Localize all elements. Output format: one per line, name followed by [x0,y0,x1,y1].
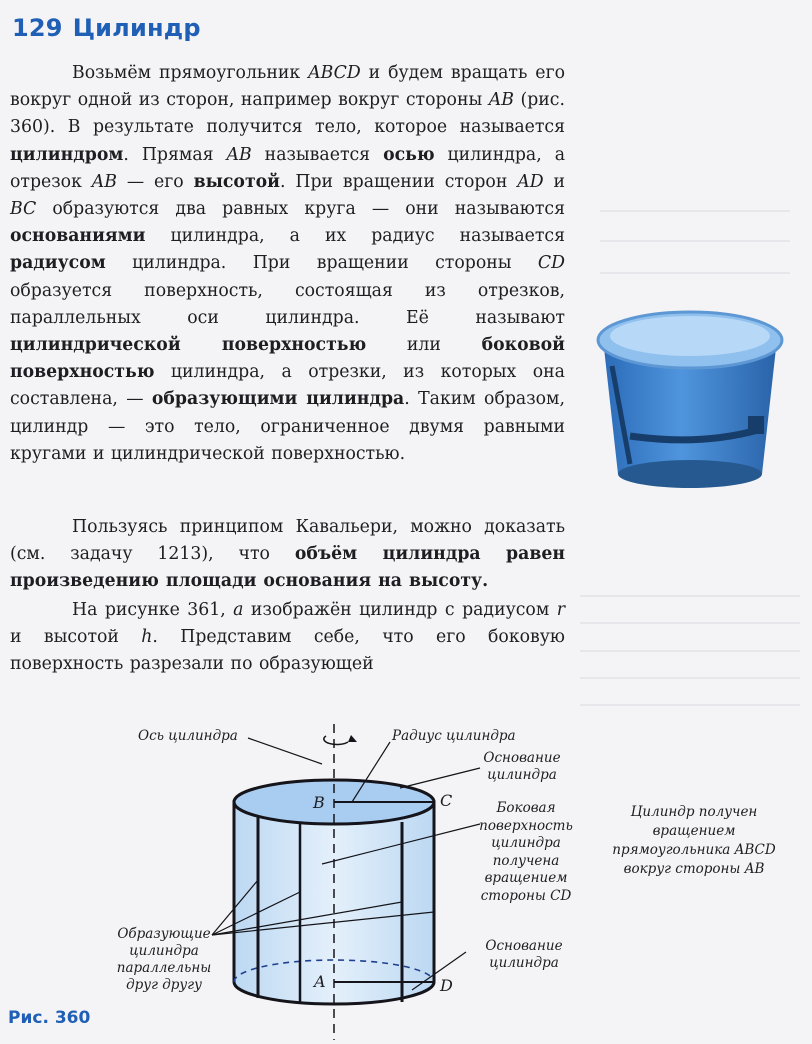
label-lateral-surface: Боковая поверхность цилиндра получена вращением стороны CD [479,800,573,904]
cylinder-diagram [0,720,812,1044]
point-c: C [440,791,453,810]
rotation-arrow-icon [324,735,357,744]
figure-caption: Рис. 360 [8,1008,91,1028]
paragraph-figure-361: На рисунке 361, а изображён цилиндр с радиусом r и высотой h. Представим себе, что его боковую поверхность разрезали по образующей [10,600,565,675]
point-a: A [314,972,326,991]
section-title: Цилиндр [72,14,201,42]
label-axis: Ось цилиндра [138,728,238,744]
label-generators: Образующие цилиндра параллельны друг другу [116,926,212,993]
paragraph-cavalieri: Пользуясь принципом Кавальери, можно доказать (см. задачу 1213), что объём цилиндра равен произведению площади основания на высоту. [10,517,565,592]
point-b: B [313,793,325,812]
bucket-photo [590,296,790,496]
label-radius: Радиус цилиндра [392,728,516,744]
figure-note: Цилиндр получен вращением прямоугольника ABCD вокруг стороны AB [612,804,776,877]
label-base-top: Основание цилиндра [483,750,561,783]
section-number: 129 [12,14,63,42]
section-header [12,14,201,42]
point-d: D [440,976,453,995]
label-base-bottom: Основание цилиндра [485,938,563,971]
paragraph-definition: Возьмём прямоугольник ABCD и будем вращать его вокруг одной из сторон, например вокруг стороны AB (рис. 360). В результате получится тело, которое называется цилиндром. Прямая AB называется осью цилиндра, а отрезок AB — его высотой. При вращении сторон AD и BC образуются два равных круга — они называются основаниями цилиндра, а их радиус называется радиусом цилиндра. При вращении стороны CD образуется поверхность, состоящая из отрезков, параллельных оси цилиндра. Её называют цилиндрической поверхностью или боковой поверхностью цилиндра, а отрезки, из которых она составлена, — образующими цилиндра. Таким образом, цилиндр — это тело, ограниченное двумя равными кругами и цилиндрической поверхностью. [10,63,565,464]
